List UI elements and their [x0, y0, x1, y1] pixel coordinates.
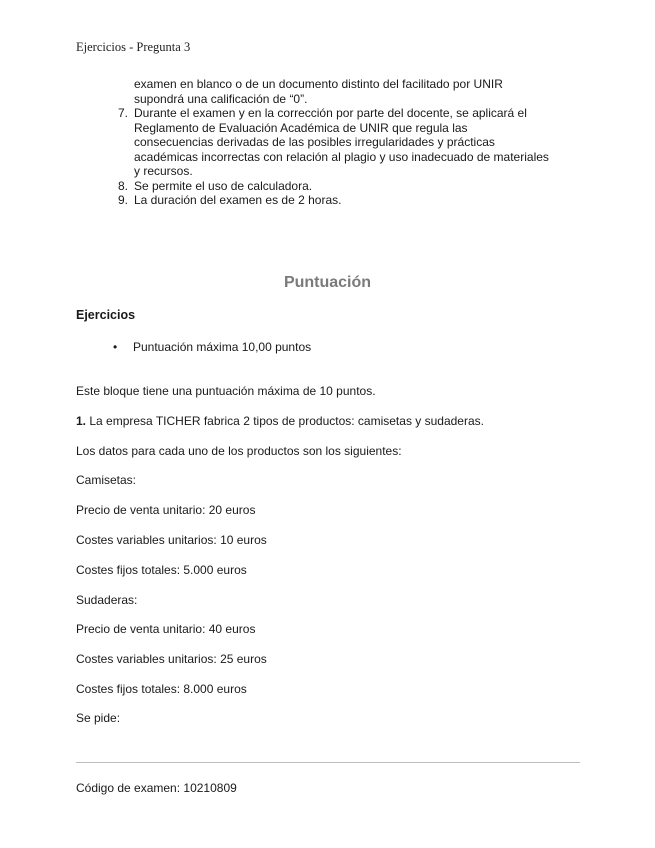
camisetas-label: Camisetas: — [76, 473, 137, 487]
text-line: Durante el examen y en la corrección por parte del docente, se aplicará el — [134, 106, 527, 120]
list-item — [110, 193, 600, 208]
text-line: Se permite el uso de calculadora. — [134, 178, 313, 193]
question-text: La empresa TICHER fabrica 2 tipos de productos: camisetas y sudaderas. — [86, 414, 484, 428]
sudaderas-fixed-costs: Costes fijos totales: 8.000 euros — [76, 682, 247, 696]
bullet-icon: • — [113, 340, 118, 354]
camisetas-fixed-costs: Costes fijos totales: 5.000 euros — [76, 563, 247, 577]
se-pide-label: Se pide: — [76, 711, 121, 725]
exercises-heading: Ejercicios — [76, 308, 136, 322]
intro-paragraph: Este bloque tiene una puntuación máxima de 10 puntos. — [76, 384, 376, 398]
instructions-list — [110, 106, 600, 208]
text-line: La duración del examen es de 2 horas. — [134, 193, 342, 207]
max-score-text: Puntuación máxima 10,00 puntos — [133, 340, 312, 354]
list-item — [110, 179, 600, 194]
text-line: consecuencias derivadas de las posibles irregularidades y prácticas — [134, 135, 495, 149]
footer-divider — [76, 762, 580, 763]
question-1 — [76, 414, 484, 428]
page-header: Ejercicios - Pregunta 3 — [76, 40, 191, 54]
list-number: 9. — [117, 193, 128, 207]
question-number: 1. — [76, 414, 87, 428]
section-title: Puntuación — [283, 274, 372, 291]
camisetas-price: Precio de venta unitario: 20 euros — [76, 503, 256, 517]
list-number: 8. — [117, 178, 128, 193]
continued-instruction — [134, 77, 594, 106]
camisetas-variable-costs: Costes variables unitarios: 10 euros — [76, 533, 267, 547]
text-line: supondrá una calificación de “0”. — [134, 91, 308, 106]
sudaderas-price: Precio de venta unitario: 40 euros — [76, 622, 256, 636]
sudaderas-label: Sudaderas: — [76, 593, 138, 607]
data-intro: Los datos para cada uno de los productos son los siguientes: — [76, 444, 402, 458]
list-item — [110, 106, 600, 179]
text-line: examen en blanco o de un documento distinto del facilitado por UNIR — [134, 77, 503, 91]
exam-code: Código de examen: 10210809 — [76, 781, 237, 795]
text-line: Reglamento de Evaluación Académica de UNIR que regula las — [134, 120, 468, 135]
text-line: académicas incorrectas con relación al plagio y uso inadecuado de materiales — [134, 149, 549, 164]
list-number: 7. — [117, 106, 128, 120]
sudaderas-variable-costs: Costes variables unitarios: 25 euros — [76, 652, 267, 666]
text-line: y recursos. — [134, 164, 193, 178]
